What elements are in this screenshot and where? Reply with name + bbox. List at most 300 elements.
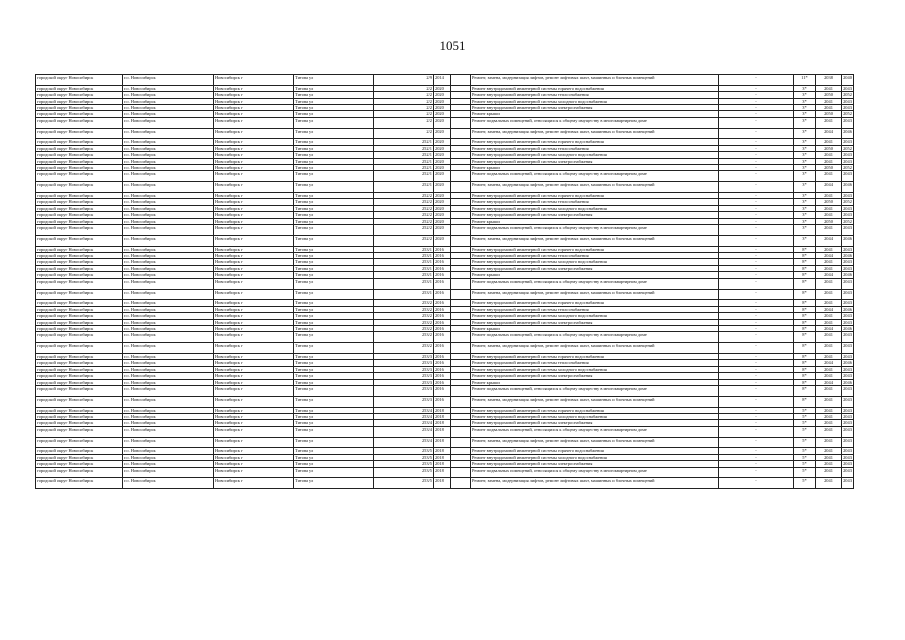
cell-year: 2020 xyxy=(434,165,451,171)
cell-year: 2020 xyxy=(434,152,451,158)
cell-street: Титова ул xyxy=(294,332,374,343)
cell-settlement: г.о. Новосибирск xyxy=(123,105,214,111)
cell-to: 2043 xyxy=(842,278,854,289)
cell-mark: 3* xyxy=(794,199,816,205)
cell-to: 2043 xyxy=(843,139,852,145)
cell-mark: 5* xyxy=(794,448,816,454)
cell-settlement: г.о. Новосибирск xyxy=(123,325,214,331)
cell-settlement: г.о. Новосибирск xyxy=(123,332,214,343)
cell-settlement: г.о. Новосибирск xyxy=(123,353,214,359)
cell-house: 253/1 xyxy=(374,278,434,289)
cell-city: Новосибирск г xyxy=(214,265,294,271)
cell-to: 2043 xyxy=(843,85,852,91)
cell-mark: 3* xyxy=(794,145,816,151)
cell-work: Ремонт крыши xyxy=(471,165,719,171)
cell-mark: 5* xyxy=(794,478,816,489)
cell-house: 253/3 xyxy=(374,385,434,396)
cell-settlement: г.о. Новосибирск xyxy=(123,278,214,289)
cell-municipality: городской округ Новосибирск xyxy=(36,306,123,312)
cell-work: Ремонт внутридомовой инженерной системы холодного водоснабжения xyxy=(471,454,719,460)
cell-year: 2020 xyxy=(434,128,451,139)
cell-to: 2043 xyxy=(843,205,852,211)
cell-from: 2044 xyxy=(816,235,842,246)
cell-to: 2043 xyxy=(842,171,854,182)
cell-cost: - xyxy=(719,225,794,236)
cell-work: Ремонт внутридомовой инженерной системы электроснабжения xyxy=(471,461,719,467)
cell-settlement: г.о. Новосибирск xyxy=(123,111,214,117)
cell-municipality: городской округ Новосибирск xyxy=(36,111,123,117)
cell-year: 2020 xyxy=(434,171,451,182)
cell-year: 2016 xyxy=(434,332,451,343)
cell-to: 2043 xyxy=(843,265,852,271)
cell-street: Титова ул xyxy=(294,360,374,366)
cell-city: Новосибирск г xyxy=(214,182,294,193)
cell-mark: 8* xyxy=(794,300,816,306)
cell-from: 2044 xyxy=(816,128,842,139)
cell-street: Титова ул xyxy=(294,461,374,467)
cell-work: Ремонт внутридомовой инженерной системы холодного водоснабжения xyxy=(471,413,719,419)
cell-mark: 3* xyxy=(794,128,816,139)
cell-house: 253/2 xyxy=(374,306,434,312)
cell-from: 2044 xyxy=(816,360,842,366)
cell-city: Новосибирск г xyxy=(214,139,294,145)
cell-mark: 5* xyxy=(794,420,816,426)
cell-to: 2043 xyxy=(842,343,854,354)
cell-mark: 8* xyxy=(794,343,816,354)
table-row xyxy=(36,467,854,478)
cell-city: Новосибирск г xyxy=(214,152,294,158)
cell-from: 2041 xyxy=(816,259,842,265)
cell-cost: - xyxy=(719,193,794,199)
cell-settlement: г.о. Новосибирск xyxy=(123,171,214,182)
cell-house: 253/1 xyxy=(374,289,434,300)
cell-city: Новосибирск г xyxy=(214,454,294,460)
cell-from: 2044 xyxy=(816,182,842,193)
cell-work: Ремонт крыши xyxy=(471,218,719,224)
cell-house: 2/2 xyxy=(374,117,434,128)
cell-street: Титова ул xyxy=(294,128,374,139)
cell-city: Новосибирск г xyxy=(214,235,294,246)
cell-cost: - xyxy=(719,111,794,117)
cell-city: Новосибирск г xyxy=(214,478,294,489)
cell-cost: - xyxy=(719,85,794,91)
cell-from: 2041 xyxy=(816,461,842,467)
cell-from: 2050 xyxy=(816,199,842,205)
cell-street: Титова ул xyxy=(294,272,374,278)
cell-house: 253/3 xyxy=(374,396,434,407)
cell-municipality: городской округ Новосибирск xyxy=(36,165,123,171)
cell-municipality: городской округ Новосибирск xyxy=(36,75,123,86)
cell-cost: - xyxy=(719,139,794,145)
cell-spacer xyxy=(451,289,471,300)
cell-house: 253/2 xyxy=(374,325,434,331)
cell-city: Новосибирск г xyxy=(214,145,294,151)
cell-street: Титова ул xyxy=(294,478,374,489)
cell-from: 2041 xyxy=(816,467,842,478)
table-row xyxy=(36,182,854,193)
cell-from: 2041 xyxy=(816,265,842,271)
cell-street: Титова ул xyxy=(294,407,374,413)
cell-year: 2020 xyxy=(434,92,451,98)
cell-mark: 5* xyxy=(794,454,816,460)
cell-street: Титова ул xyxy=(294,454,374,460)
cell-year: 2016 xyxy=(434,319,451,325)
cell-settlement: г.о. Новосибирск xyxy=(123,152,214,158)
cell-street: Титова ул xyxy=(294,437,374,448)
cell-house: 253/3 xyxy=(374,353,434,359)
cell-work: Ремонт подвальных помещений, относящихся к общему имуществу в многоквартирном доме xyxy=(471,117,719,128)
cell-work: Ремонт внутридомовой инженерной системы теплоснабжения xyxy=(471,145,719,151)
cell-settlement: г.о. Новосибирск xyxy=(123,253,214,259)
cell-work: Ремонт крыши xyxy=(471,379,719,385)
cell-year: 2018 xyxy=(434,478,451,489)
cell-work: Ремонт подвальных помещений, относящихся к общему имуществу в многоквартирном доме xyxy=(471,225,719,236)
table-row xyxy=(36,117,854,128)
cell-municipality: городской округ Новосибирск xyxy=(36,193,123,199)
cell-settlement: г.о. Новосибирск xyxy=(123,165,214,171)
cell-mark: 8* xyxy=(794,332,816,343)
cell-settlement: г.о. Новосибирск xyxy=(123,145,214,151)
cell-municipality: городской округ Новосибирск xyxy=(36,379,123,385)
cell-city: Новосибирск г xyxy=(214,373,294,379)
cell-year: 2018 xyxy=(434,426,451,437)
cell-from: 2041 xyxy=(816,171,842,182)
cell-settlement: г.о. Новосибирск xyxy=(123,225,214,236)
cell-from: 2041 xyxy=(816,448,842,454)
cell-from: 2050 xyxy=(816,165,842,171)
cell-street: Титова ул xyxy=(294,165,374,171)
cell-spacer xyxy=(451,235,471,246)
cell-from: 2041 xyxy=(816,366,842,372)
table-row xyxy=(36,437,854,448)
cell-mark: 8* xyxy=(794,259,816,265)
cell-city: Новосибирск г xyxy=(214,259,294,265)
cell-house: 253/3 xyxy=(374,379,434,385)
cell-spacer xyxy=(451,225,471,236)
cell-municipality: городской округ Новосибирск xyxy=(36,92,123,98)
cell-year: 2018 xyxy=(434,437,451,448)
cell-city: Новосибирск г xyxy=(214,193,294,199)
cell-cost: - xyxy=(719,426,794,437)
cell-from: 2044 xyxy=(816,325,842,331)
cell-settlement: г.о. Новосибирск xyxy=(123,343,214,354)
cell-mark: 5* xyxy=(794,407,816,413)
cell-settlement: г.о. Новосибирск xyxy=(123,300,214,306)
cell-work: Ремонт внутридомовой инженерной системы горячего водоснабжения xyxy=(471,85,719,91)
cell-municipality: городской округ Новосибирск xyxy=(36,448,123,454)
cell-work: Ремонт внутридомовой инженерной системы горячего водоснабжения xyxy=(471,448,719,454)
cell-settlement: г.о. Новосибирск xyxy=(123,265,214,271)
cell-year: 2018 xyxy=(434,467,451,478)
table-row xyxy=(36,128,854,139)
cell-from: 2041 xyxy=(816,289,842,300)
cell-cost: - xyxy=(719,218,794,224)
table-row xyxy=(36,235,854,246)
cell-from: 2041 xyxy=(816,396,842,407)
cell-street: Титова ул xyxy=(294,152,374,158)
cell-year: 2018 xyxy=(434,420,451,426)
cell-year: 2020 xyxy=(434,199,451,205)
cell-work: Ремонт внутридомовой инженерной системы холодного водоснабжения xyxy=(471,259,719,265)
cell-to: 2043 xyxy=(843,300,852,306)
cell-work: Ремонт, замена, модернизация лифтов, ремонт лифтовых шахт, машинных и блочных помещений xyxy=(471,128,719,139)
cell-settlement: г.о. Новосибирск xyxy=(123,98,214,104)
cell-from: 2044 xyxy=(816,379,842,385)
cell-cost: - xyxy=(719,420,794,426)
cell-house: 252/2 xyxy=(374,199,434,205)
cell-cost: - xyxy=(719,145,794,151)
cell-to: 2043 xyxy=(843,158,852,164)
cell-to: 2052 xyxy=(843,199,852,205)
cell-work: Ремонт внутридомовой инженерной системы электроснабжения xyxy=(471,420,719,426)
cell-municipality: городской округ Новосибирск xyxy=(36,272,123,278)
cell-year: 2020 xyxy=(434,139,451,145)
cell-spacer xyxy=(451,278,471,289)
cell-work: Ремонт внутридомовой инженерной системы теплоснабжения xyxy=(471,92,719,98)
cell-street: Титова ул xyxy=(294,92,374,98)
cell-municipality: городской округ Новосибирск xyxy=(36,325,123,331)
cell-mark: 3* xyxy=(794,92,816,98)
cell-municipality: городской округ Новосибирск xyxy=(36,413,123,419)
cell-from: 2050 xyxy=(816,111,842,117)
cell-settlement: г.о. Новосибирск xyxy=(123,319,214,325)
cell-cost: - xyxy=(719,158,794,164)
cell-work: Ремонт внутридомовой инженерной системы холодного водоснабжения xyxy=(471,313,719,319)
cell-municipality: городской округ Новосибирск xyxy=(36,152,123,158)
cell-city: Новосибирск г xyxy=(214,158,294,164)
cell-from: 2041 xyxy=(816,212,842,218)
cell-to: 2043 xyxy=(843,193,852,199)
cell-from: 2050 xyxy=(816,92,842,98)
cell-year: 2018 xyxy=(434,448,451,454)
cell-street: Титова ул xyxy=(294,171,374,182)
cell-cost: - xyxy=(719,272,794,278)
cell-to: 2043 xyxy=(842,225,854,236)
cell-city: Новосибирск г xyxy=(214,332,294,343)
cell-from: 2041 xyxy=(816,478,842,489)
cell-cost: - xyxy=(719,379,794,385)
cell-municipality: городской округ Новосибирск xyxy=(36,205,123,211)
cell-to: 2043 xyxy=(843,98,852,104)
cell-street: Титова ул xyxy=(294,205,374,211)
cell-house: 2/2 xyxy=(374,92,434,98)
cell-house: 252/1 xyxy=(374,171,434,182)
cell-from: 2050 xyxy=(816,218,842,224)
cell-mark: 5* xyxy=(794,426,816,437)
cell-work: Ремонт внутридомовой инженерной системы теплоснабжения xyxy=(471,306,719,312)
cell-settlement: г.о. Новосибирск xyxy=(123,289,214,300)
cell-cost: - xyxy=(719,199,794,205)
cell-municipality: городской округ Новосибирск xyxy=(36,235,123,246)
cell-house: 253/4 xyxy=(374,426,434,437)
cell-from: 2041 xyxy=(816,373,842,379)
cell-from: 2041 xyxy=(816,426,842,437)
cell-settlement: г.о. Новосибирск xyxy=(123,182,214,193)
cell-city: Новосибирск г xyxy=(214,300,294,306)
cell-spacer xyxy=(451,343,471,354)
cell-municipality: городской округ Новосибирск xyxy=(36,373,123,379)
cell-house: 253/3 xyxy=(374,373,434,379)
cell-cost: - xyxy=(719,353,794,359)
cell-mark: 8* xyxy=(794,246,816,252)
cell-municipality: городской округ Новосибирск xyxy=(36,426,123,437)
cell-street: Титова ул xyxy=(294,218,374,224)
cell-from: 2041 xyxy=(816,420,842,426)
cell-city: Новосибирск г xyxy=(214,413,294,419)
cell-city: Новосибирск г xyxy=(214,85,294,91)
cell-to: 2052 xyxy=(843,218,852,224)
cell-work: Ремонт внутридомовой инженерной системы горячего водоснабжения xyxy=(471,246,719,252)
cell-cost: - xyxy=(719,437,794,448)
cell-settlement: г.о. Новосибирск xyxy=(123,448,214,454)
cell-work: Ремонт внутридомовой инженерной системы электроснабжения xyxy=(471,319,719,325)
cell-street: Титова ул xyxy=(294,193,374,199)
cell-year: 2020 xyxy=(434,218,451,224)
cell-to: 2046 xyxy=(843,379,852,385)
cell-mark: 8* xyxy=(794,253,816,259)
cell-year: 2016 xyxy=(434,300,451,306)
cell-mark: 5* xyxy=(794,467,816,478)
cell-work: Ремонт внутридомовой инженерной системы горячего водоснабжения xyxy=(471,407,719,413)
cell-to: 2043 xyxy=(843,373,852,379)
cell-municipality: городской округ Новосибирск xyxy=(36,407,123,413)
cell-house: 2/2 xyxy=(374,85,434,91)
cell-from: 2041 xyxy=(816,205,842,211)
cell-to: 2052 xyxy=(843,145,852,151)
cell-house: 253/4 xyxy=(374,413,434,419)
cell-spacer xyxy=(451,171,471,182)
cell-year: 2018 xyxy=(434,413,451,419)
cell-year: 2020 xyxy=(434,205,451,211)
cell-settlement: г.о. Новосибирск xyxy=(123,426,214,437)
cell-work: Ремонт подвальных помещений, относящихся к общему имуществу в многоквартирном доме xyxy=(471,171,719,182)
cell-street: Титова ул xyxy=(294,448,374,454)
cell-mark: 8* xyxy=(794,373,816,379)
cell-year: 2016 xyxy=(434,313,451,319)
cell-street: Титова ул xyxy=(294,265,374,271)
cell-from: 2044 xyxy=(816,306,842,312)
cell-work: Ремонт внутридомовой инженерной системы теплоснабжения xyxy=(471,253,719,259)
cell-cost: - xyxy=(719,259,794,265)
cell-settlement: г.о. Новосибирск xyxy=(123,212,214,218)
cell-cost: - xyxy=(719,300,794,306)
cell-settlement: г.о. Новосибирск xyxy=(123,407,214,413)
cell-municipality: городской округ Новосибирск xyxy=(36,265,123,271)
cell-to: 2046 xyxy=(842,182,854,193)
cell-mark: 8* xyxy=(794,319,816,325)
cell-municipality: городской округ Новосибирск xyxy=(36,212,123,218)
cell-to: 2043 xyxy=(843,461,852,467)
cell-to: 2043 xyxy=(842,385,854,396)
cell-year: 2016 xyxy=(434,289,451,300)
cell-street: Титова ул xyxy=(294,85,374,91)
cell-city: Новосибирск г xyxy=(214,306,294,312)
cell-mark: 8* xyxy=(794,306,816,312)
cell-work: Ремонт, замена, модернизация лифтов, ремонт лифтовых шахт, машинных и блочных помещений xyxy=(471,235,719,246)
cell-from: 2041 xyxy=(816,158,842,164)
cell-mark: 8* xyxy=(794,379,816,385)
cell-city: Новосибирск г xyxy=(214,385,294,396)
cell-to: 2040 xyxy=(842,75,854,86)
cell-to: 2043 xyxy=(843,420,852,426)
cell-mark: 3* xyxy=(794,182,816,193)
cell-settlement: г.о. Новосибирск xyxy=(123,396,214,407)
cell-year: 2020 xyxy=(434,98,451,104)
cell-mark: 5* xyxy=(794,413,816,419)
cell-settlement: г.о. Новосибирск xyxy=(123,92,214,98)
cell-street: Титова ул xyxy=(294,98,374,104)
cell-year: 2016 xyxy=(434,259,451,265)
cell-year: 2016 xyxy=(434,360,451,366)
cell-municipality: городской округ Новосибирск xyxy=(36,478,123,489)
cell-to: 2043 xyxy=(842,426,854,437)
cell-municipality: городской округ Новосибирск xyxy=(36,332,123,343)
cell-year: 2016 xyxy=(434,379,451,385)
cell-year: 2016 xyxy=(434,246,451,252)
table-body xyxy=(36,75,854,489)
cell-from: 2038 xyxy=(816,75,842,86)
cell-mark: 3* xyxy=(794,152,816,158)
cell-cost: - xyxy=(719,407,794,413)
cell-cost: - xyxy=(719,278,794,289)
cell-mark: 8* xyxy=(794,272,816,278)
cell-municipality: городской округ Новосибирск xyxy=(36,360,123,366)
cell-mark: 8* xyxy=(794,396,816,407)
cell-cost: - xyxy=(719,325,794,331)
cell-house: 252/2 xyxy=(374,218,434,224)
cell-city: Новосибирск г xyxy=(214,448,294,454)
cell-cost: - xyxy=(719,313,794,319)
cell-cost: - xyxy=(719,467,794,478)
cell-street: Титова ул xyxy=(294,75,374,86)
cell-from: 2041 xyxy=(816,413,842,419)
cell-municipality: городской округ Новосибирск xyxy=(36,420,123,426)
cell-street: Титова ул xyxy=(294,366,374,372)
cell-city: Новосибирск г xyxy=(214,92,294,98)
cell-mark: 3* xyxy=(794,205,816,211)
cell-municipality: городской округ Новосибирск xyxy=(36,319,123,325)
cell-settlement: г.о. Новосибирск xyxy=(123,85,214,91)
cell-cost: - xyxy=(719,253,794,259)
cell-spacer xyxy=(451,182,471,193)
cell-to: 2043 xyxy=(843,212,852,218)
cell-from: 2041 xyxy=(816,300,842,306)
cell-municipality: городской округ Новосибирск xyxy=(36,85,123,91)
cell-settlement: г.о. Новосибирск xyxy=(123,420,214,426)
cell-from: 2041 xyxy=(816,385,842,396)
cell-to: 2043 xyxy=(843,407,852,413)
cell-from: 2050 xyxy=(816,145,842,151)
cell-mark: 3* xyxy=(794,111,816,117)
cell-from: 2041 xyxy=(816,98,842,104)
cell-to: 2043 xyxy=(842,467,854,478)
cell-cost: - xyxy=(719,319,794,325)
cell-municipality: городской округ Новосибирск xyxy=(36,278,123,289)
cell-municipality: городской округ Новосибирск xyxy=(36,300,123,306)
cell-to: 2043 xyxy=(843,413,852,419)
cell-house: 253/1 xyxy=(374,259,434,265)
cell-from: 2041 xyxy=(816,454,842,460)
cell-city: Новосибирск г xyxy=(214,128,294,139)
cell-year: 2018 xyxy=(434,454,451,460)
cell-year: 2016 xyxy=(434,278,451,289)
cell-year: 2020 xyxy=(434,85,451,91)
cell-settlement: г.о. Новосибирск xyxy=(123,385,214,396)
cell-street: Титова ул xyxy=(294,259,374,265)
cell-cost: - xyxy=(719,128,794,139)
cell-cost: - xyxy=(719,117,794,128)
cell-settlement: г.о. Новосибирск xyxy=(123,272,214,278)
